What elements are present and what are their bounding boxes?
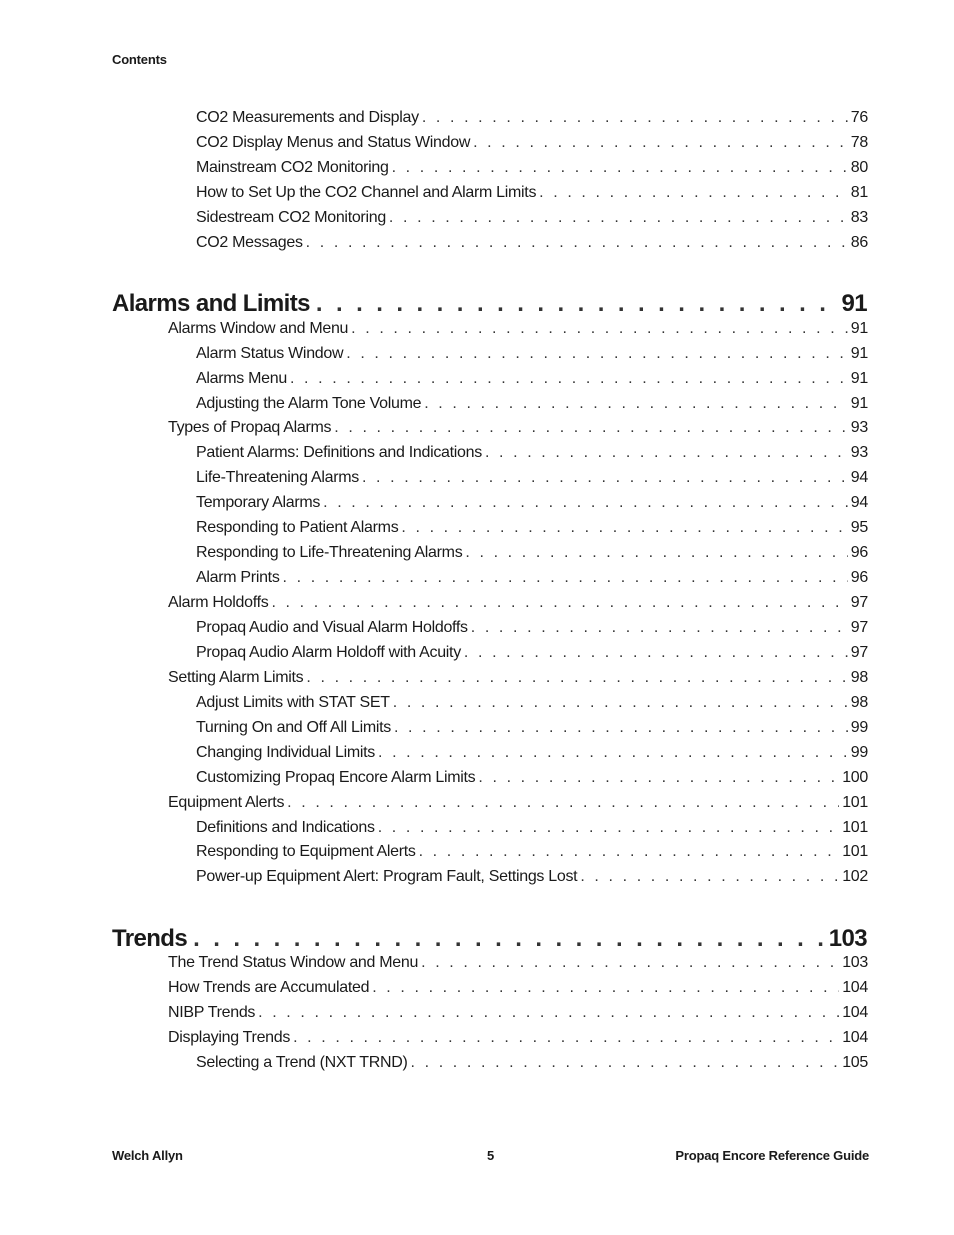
dot-leader bbox=[393, 693, 848, 713]
dot-leader bbox=[539, 183, 848, 203]
toc-entry-title: Patient Alarms: Definitions and Indications bbox=[196, 444, 482, 461]
toc-entry[interactable] bbox=[196, 743, 868, 763]
toc-entry-page: 94 bbox=[850, 469, 868, 486]
toc-entry-title: Trends bbox=[112, 925, 188, 952]
toc-entry-page: 97 bbox=[850, 594, 868, 611]
dot-leader bbox=[424, 394, 848, 414]
toc-entry-title: NIBP Trends bbox=[168, 1004, 256, 1021]
toc-entry-title: Temporary Alarms bbox=[196, 494, 321, 511]
dot-leader bbox=[378, 743, 848, 763]
dot-leader bbox=[334, 418, 848, 438]
toc-entry[interactable] bbox=[196, 867, 868, 887]
toc-entry[interactable] bbox=[196, 518, 868, 538]
toc-entry-page: 102 bbox=[842, 868, 868, 885]
toc-entry-page: 100 bbox=[842, 769, 868, 786]
toc-entry-page: 91 bbox=[850, 395, 868, 412]
toc-entry[interactable] bbox=[196, 443, 868, 463]
toc-entry-page: 99 bbox=[850, 744, 868, 761]
toc-entry-page: 101 bbox=[842, 794, 868, 811]
dot-leader bbox=[394, 718, 848, 738]
toc-entry-page: 96 bbox=[850, 569, 868, 586]
toc-entry[interactable] bbox=[196, 718, 868, 738]
toc-entry-title: Alarms and Limits bbox=[112, 290, 310, 317]
dot-leader bbox=[293, 1028, 839, 1048]
dot-leader bbox=[401, 518, 847, 538]
dot-leader bbox=[378, 818, 840, 838]
toc-entry-page: 91 bbox=[850, 345, 868, 362]
toc-entry-page: 104 bbox=[842, 979, 868, 996]
toc-entry-page: 76 bbox=[850, 109, 868, 126]
toc-entry[interactable] bbox=[196, 233, 868, 253]
toc-entry[interactable] bbox=[168, 418, 868, 438]
toc-entry-title: CO2 Display Menus and Status Window bbox=[196, 134, 471, 151]
dot-leader bbox=[392, 158, 848, 178]
toc-entry-title: Equipment Alerts bbox=[168, 794, 285, 811]
toc-entry-title: CO2 Messages bbox=[196, 234, 303, 251]
dot-leader bbox=[287, 793, 839, 813]
toc-entry[interactable] bbox=[196, 394, 868, 414]
toc-entry-page: 91 bbox=[850, 320, 868, 337]
toc-entry-title: How Trends are Accumulated bbox=[168, 979, 370, 996]
toc-entry-title: Mainstream CO2 Monitoring bbox=[196, 159, 389, 176]
dot-leader bbox=[323, 493, 848, 513]
toc-entry-page: 96 bbox=[850, 544, 868, 561]
toc-entry-page: 103 bbox=[828, 925, 867, 952]
toc-entry[interactable] bbox=[168, 1028, 868, 1048]
toc-entry-page: 80 bbox=[850, 159, 868, 176]
footer-page-number: 5 bbox=[487, 1148, 495, 1163]
dot-leader bbox=[485, 443, 848, 463]
dot-leader bbox=[465, 543, 847, 563]
toc-entry[interactable] bbox=[168, 793, 868, 813]
toc-entry-title: Alarms Window and Menu bbox=[168, 320, 349, 337]
toc-entry-page: 99 bbox=[850, 719, 868, 736]
dot-leader bbox=[411, 1053, 840, 1073]
toc-entry-title: Alarms Menu bbox=[196, 370, 287, 387]
toc-entry[interactable] bbox=[196, 108, 868, 128]
toc-entry-title: Sidestream CO2 Monitoring bbox=[196, 209, 386, 226]
toc-entry-title: Adjusting the Alarm Tone Volume bbox=[196, 395, 422, 412]
toc-entry-page: 101 bbox=[842, 843, 868, 860]
toc-entry-page: 97 bbox=[850, 644, 868, 661]
dot-leader bbox=[473, 133, 848, 153]
toc-entry[interactable] bbox=[196, 618, 868, 638]
toc-entry-title: Turning On and Off All Limits bbox=[196, 719, 391, 736]
toc-entry[interactable] bbox=[196, 493, 868, 513]
dot-leader bbox=[351, 319, 848, 339]
toc-entry-title: CO2 Measurements and Display bbox=[196, 109, 419, 126]
toc-entry-title: Displaying Trends bbox=[168, 1029, 291, 1046]
toc-entry[interactable] bbox=[196, 768, 868, 788]
dot-leader bbox=[580, 867, 839, 887]
toc-entry[interactable] bbox=[196, 543, 868, 563]
toc-entry[interactable] bbox=[196, 369, 868, 389]
toc-entry-title: Types of Propaq Alarms bbox=[168, 419, 332, 436]
dot-leader bbox=[346, 344, 848, 364]
toc-entry-title: Responding to Life-Threatening Alarms bbox=[196, 544, 463, 561]
toc-entry[interactable] bbox=[196, 158, 868, 178]
toc-entry[interactable] bbox=[196, 468, 868, 488]
dot-leader bbox=[389, 208, 848, 228]
toc-entry[interactable] bbox=[168, 668, 868, 688]
toc-entry-page: 105 bbox=[842, 1054, 868, 1071]
toc-entry-page: 91 bbox=[850, 370, 868, 387]
toc-entry-title: Changing Individual Limits bbox=[196, 744, 375, 761]
toc-entry-page: 83 bbox=[850, 209, 868, 226]
toc-entry[interactable] bbox=[168, 978, 868, 998]
toc-entry[interactable] bbox=[196, 818, 868, 838]
toc-entry-title: Definitions and Indications bbox=[196, 819, 375, 836]
footer-company: Welch Allyn bbox=[112, 1148, 183, 1163]
dot-leader bbox=[193, 925, 823, 953]
dot-leader bbox=[478, 768, 839, 788]
toc-entry-page: 97 bbox=[850, 619, 868, 636]
toc-entry-page: 93 bbox=[850, 419, 868, 436]
toc-entry[interactable] bbox=[168, 319, 868, 339]
toc-entry-title: Alarm Prints bbox=[196, 569, 280, 586]
toc-entry-page: 98 bbox=[850, 694, 868, 711]
toc-entry[interactable] bbox=[196, 183, 868, 203]
toc-entry[interactable] bbox=[196, 568, 868, 588]
dot-leader bbox=[271, 593, 847, 613]
toc-entry-page: 101 bbox=[842, 819, 868, 836]
dot-leader bbox=[258, 1003, 839, 1023]
toc-entry-page: 93 bbox=[850, 444, 868, 461]
toc-entry-page: 98 bbox=[850, 669, 868, 686]
toc-entry-page: 91 bbox=[841, 290, 867, 317]
dot-leader bbox=[290, 369, 848, 389]
toc-entry-title: Responding to Equipment Alerts bbox=[196, 843, 416, 860]
toc-entry-title: Setting Alarm Limits bbox=[168, 669, 304, 686]
toc-entry-page: 103 bbox=[842, 954, 868, 971]
running-header: Contents bbox=[112, 52, 167, 67]
toc-entry-title: Propaq Audio Alarm Holdoff with Acuity bbox=[196, 644, 461, 661]
dot-leader bbox=[421, 953, 839, 973]
toc-entry-title: Life-Threatening Alarms bbox=[196, 469, 359, 486]
toc-entry[interactable] bbox=[196, 1053, 868, 1073]
dot-leader bbox=[471, 618, 848, 638]
toc-entry-page: 78 bbox=[850, 134, 868, 151]
toc-entry-title: Responding to Patient Alarms bbox=[196, 519, 399, 536]
toc-entry-page: 104 bbox=[842, 1029, 868, 1046]
toc-entry[interactable] bbox=[196, 643, 868, 663]
toc-entry-page: 81 bbox=[850, 184, 868, 201]
toc-entry-title: Selecting a Trend (NXT TRND) bbox=[196, 1054, 408, 1071]
dot-leader bbox=[464, 643, 848, 663]
toc-entry-title: Alarm Status Window bbox=[196, 345, 344, 362]
toc-entry-page: 86 bbox=[850, 234, 868, 251]
toc-entry[interactable] bbox=[168, 1003, 868, 1023]
footer-document-title: Propaq Encore Reference Guide bbox=[675, 1148, 869, 1163]
toc-entry[interactable] bbox=[196, 344, 868, 364]
dot-leader bbox=[306, 668, 847, 688]
toc-entry-title: How to Set Up the CO2 Channel and Alarm Limits bbox=[196, 184, 537, 201]
toc-entry-title: Customizing Propaq Encore Alarm Limits bbox=[196, 769, 476, 786]
toc-entry[interactable] bbox=[196, 133, 868, 153]
dot-leader bbox=[422, 108, 848, 128]
toc-entry-page: 95 bbox=[850, 519, 868, 536]
toc-entry[interactable] bbox=[196, 208, 868, 228]
toc-entry-title: Propaq Audio and Visual Alarm Holdoffs bbox=[196, 619, 468, 636]
toc-entry-title: The Trend Status Window and Menu bbox=[168, 954, 419, 971]
toc-entry[interactable] bbox=[196, 693, 868, 713]
toc-chapter-entry[interactable] bbox=[112, 290, 867, 318]
toc-entry-page: 104 bbox=[842, 1004, 868, 1021]
toc-entry-title: Alarm Holdoffs bbox=[168, 594, 269, 611]
dot-leader bbox=[362, 468, 848, 488]
toc-entry-title: Adjust Limits with STAT SET bbox=[196, 694, 390, 711]
toc-entry-title: Power-up Equipment Alert: Program Fault, Settings Lost bbox=[196, 868, 578, 885]
dot-leader bbox=[372, 978, 839, 998]
toc-entry-page: 94 bbox=[850, 494, 868, 511]
toc-entry[interactable] bbox=[168, 593, 868, 613]
toc-entry[interactable] bbox=[196, 842, 868, 862]
dot-leader bbox=[419, 842, 840, 862]
toc-chapter-entry[interactable] bbox=[112, 925, 867, 953]
dot-leader bbox=[283, 568, 848, 588]
dot-leader bbox=[306, 233, 848, 253]
dot-leader bbox=[316, 290, 836, 318]
toc-entry[interactable] bbox=[168, 953, 868, 973]
